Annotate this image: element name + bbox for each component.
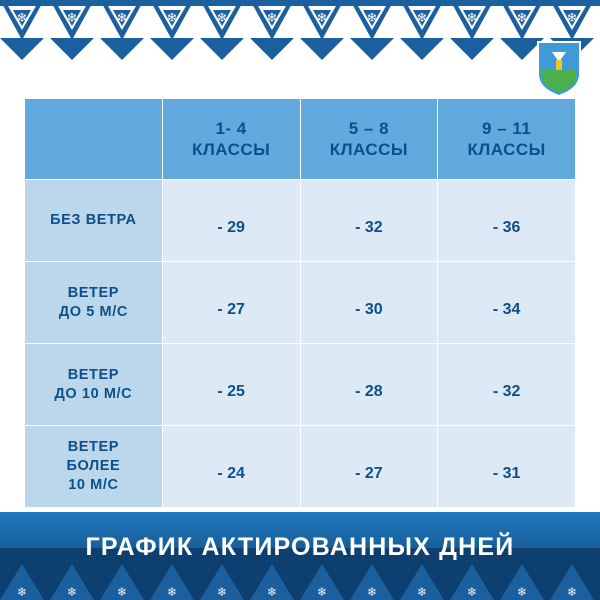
svg-text:❄: ❄ bbox=[516, 585, 528, 599]
svg-text:❄: ❄ bbox=[566, 11, 578, 26]
cell-no-wind-1-4: - 29 bbox=[162, 180, 300, 262]
svg-text:❄: ❄ bbox=[16, 11, 28, 26]
svg-text:❄: ❄ bbox=[416, 11, 428, 26]
svg-text:❄: ❄ bbox=[216, 585, 228, 599]
table-row bbox=[25, 262, 576, 344]
svg-text:❄: ❄ bbox=[266, 11, 278, 26]
svg-text:❄: ❄ bbox=[466, 11, 478, 26]
row-header-wind-over-10 bbox=[25, 426, 163, 508]
column-header-line1: 1- 4 bbox=[215, 119, 247, 138]
column-header-line2: КЛАССЫ bbox=[467, 140, 546, 159]
svg-text:❄: ❄ bbox=[66, 11, 78, 26]
top-ornament-band bbox=[0, 0, 600, 86]
cell-no-wind-5-8: - 32 bbox=[300, 180, 438, 262]
svg-text:❄: ❄ bbox=[316, 11, 328, 26]
column-header-grades-9-11 bbox=[438, 99, 576, 180]
cell-wind5-1-4: - 27 bbox=[162, 262, 300, 344]
cell-wind10-1-4: - 25 bbox=[162, 344, 300, 426]
svg-text:❄: ❄ bbox=[166, 11, 178, 26]
svg-text:❄: ❄ bbox=[366, 11, 378, 26]
svg-text:❄: ❄ bbox=[166, 585, 178, 599]
svg-text:❄: ❄ bbox=[116, 11, 128, 26]
row-header-no-wind bbox=[25, 180, 163, 262]
table-corner-cell bbox=[25, 99, 163, 180]
table-header bbox=[25, 99, 576, 180]
svg-text:❄: ❄ bbox=[516, 11, 528, 26]
row-header-line: ДО 10 М/С bbox=[54, 385, 133, 402]
svg-text:❄: ❄ bbox=[416, 585, 428, 599]
schedule-table-wrapper bbox=[24, 98, 576, 508]
cell-wind10-5-8: - 28 bbox=[300, 344, 438, 426]
row-header-wind-to-5 bbox=[25, 262, 163, 344]
svg-text:❄: ❄ bbox=[316, 585, 328, 599]
svg-text:❄: ❄ bbox=[216, 11, 228, 26]
column-header-line2: КЛАССЫ bbox=[191, 140, 271, 159]
cell-wind5-9-11: - 34 bbox=[438, 262, 576, 344]
coat-of-arms-emblem bbox=[536, 40, 582, 98]
column-header-line1: 5 – 8 bbox=[348, 119, 390, 138]
table-row bbox=[25, 344, 576, 426]
table-row bbox=[25, 180, 576, 262]
row-header-line: 10 М/С bbox=[68, 477, 119, 493]
row-header-line: ДО 5 М/С bbox=[58, 303, 128, 320]
table-row bbox=[25, 426, 576, 508]
svg-text:❄: ❄ bbox=[66, 585, 78, 599]
svg-text:❄: ❄ bbox=[116, 585, 128, 599]
cell-wind10-9-11: - 32 bbox=[438, 344, 576, 426]
row-header-line: БЕЗ ВЕТРА bbox=[50, 212, 137, 228]
svg-text:❄: ❄ bbox=[466, 585, 478, 599]
svg-text:❄: ❄ bbox=[566, 585, 578, 599]
actirovanny-days-table bbox=[24, 98, 576, 508]
column-header-line1: 9 – 11 bbox=[481, 119, 532, 138]
column-header-line2: КЛАССЫ bbox=[329, 140, 409, 159]
column-header-grades-1-4 bbox=[162, 99, 300, 180]
svg-text:❄: ❄ bbox=[16, 585, 28, 599]
row-header-line: ВЕТЕР bbox=[67, 284, 120, 301]
cell-no-wind-9-11: - 36 bbox=[438, 180, 576, 262]
column-header-grades-5-8 bbox=[300, 99, 438, 180]
svg-text:❄: ❄ bbox=[366, 585, 378, 599]
table-header-row bbox=[25, 99, 576, 180]
top-ornament-svg bbox=[0, 0, 600, 86]
row-header-line: ВЕТЕР bbox=[67, 439, 120, 455]
table-body bbox=[25, 180, 576, 508]
cell-windover10-1-4: - 24 bbox=[162, 426, 300, 508]
row-header-line: БОЛЕЕ bbox=[66, 458, 121, 474]
page-title: ГРАФИК АКТИРОВАННЫХ ДНЕЙ bbox=[85, 533, 515, 561]
cell-wind5-5-8: - 30 bbox=[300, 262, 438, 344]
cell-windover10-5-8: - 27 bbox=[300, 426, 438, 508]
cell-windover10-9-11: - 31 bbox=[438, 426, 576, 508]
row-header-wind-to-10 bbox=[25, 344, 163, 426]
row-header-line: ВЕТЕР bbox=[67, 366, 120, 383]
svg-text:❄: ❄ bbox=[266, 585, 278, 599]
